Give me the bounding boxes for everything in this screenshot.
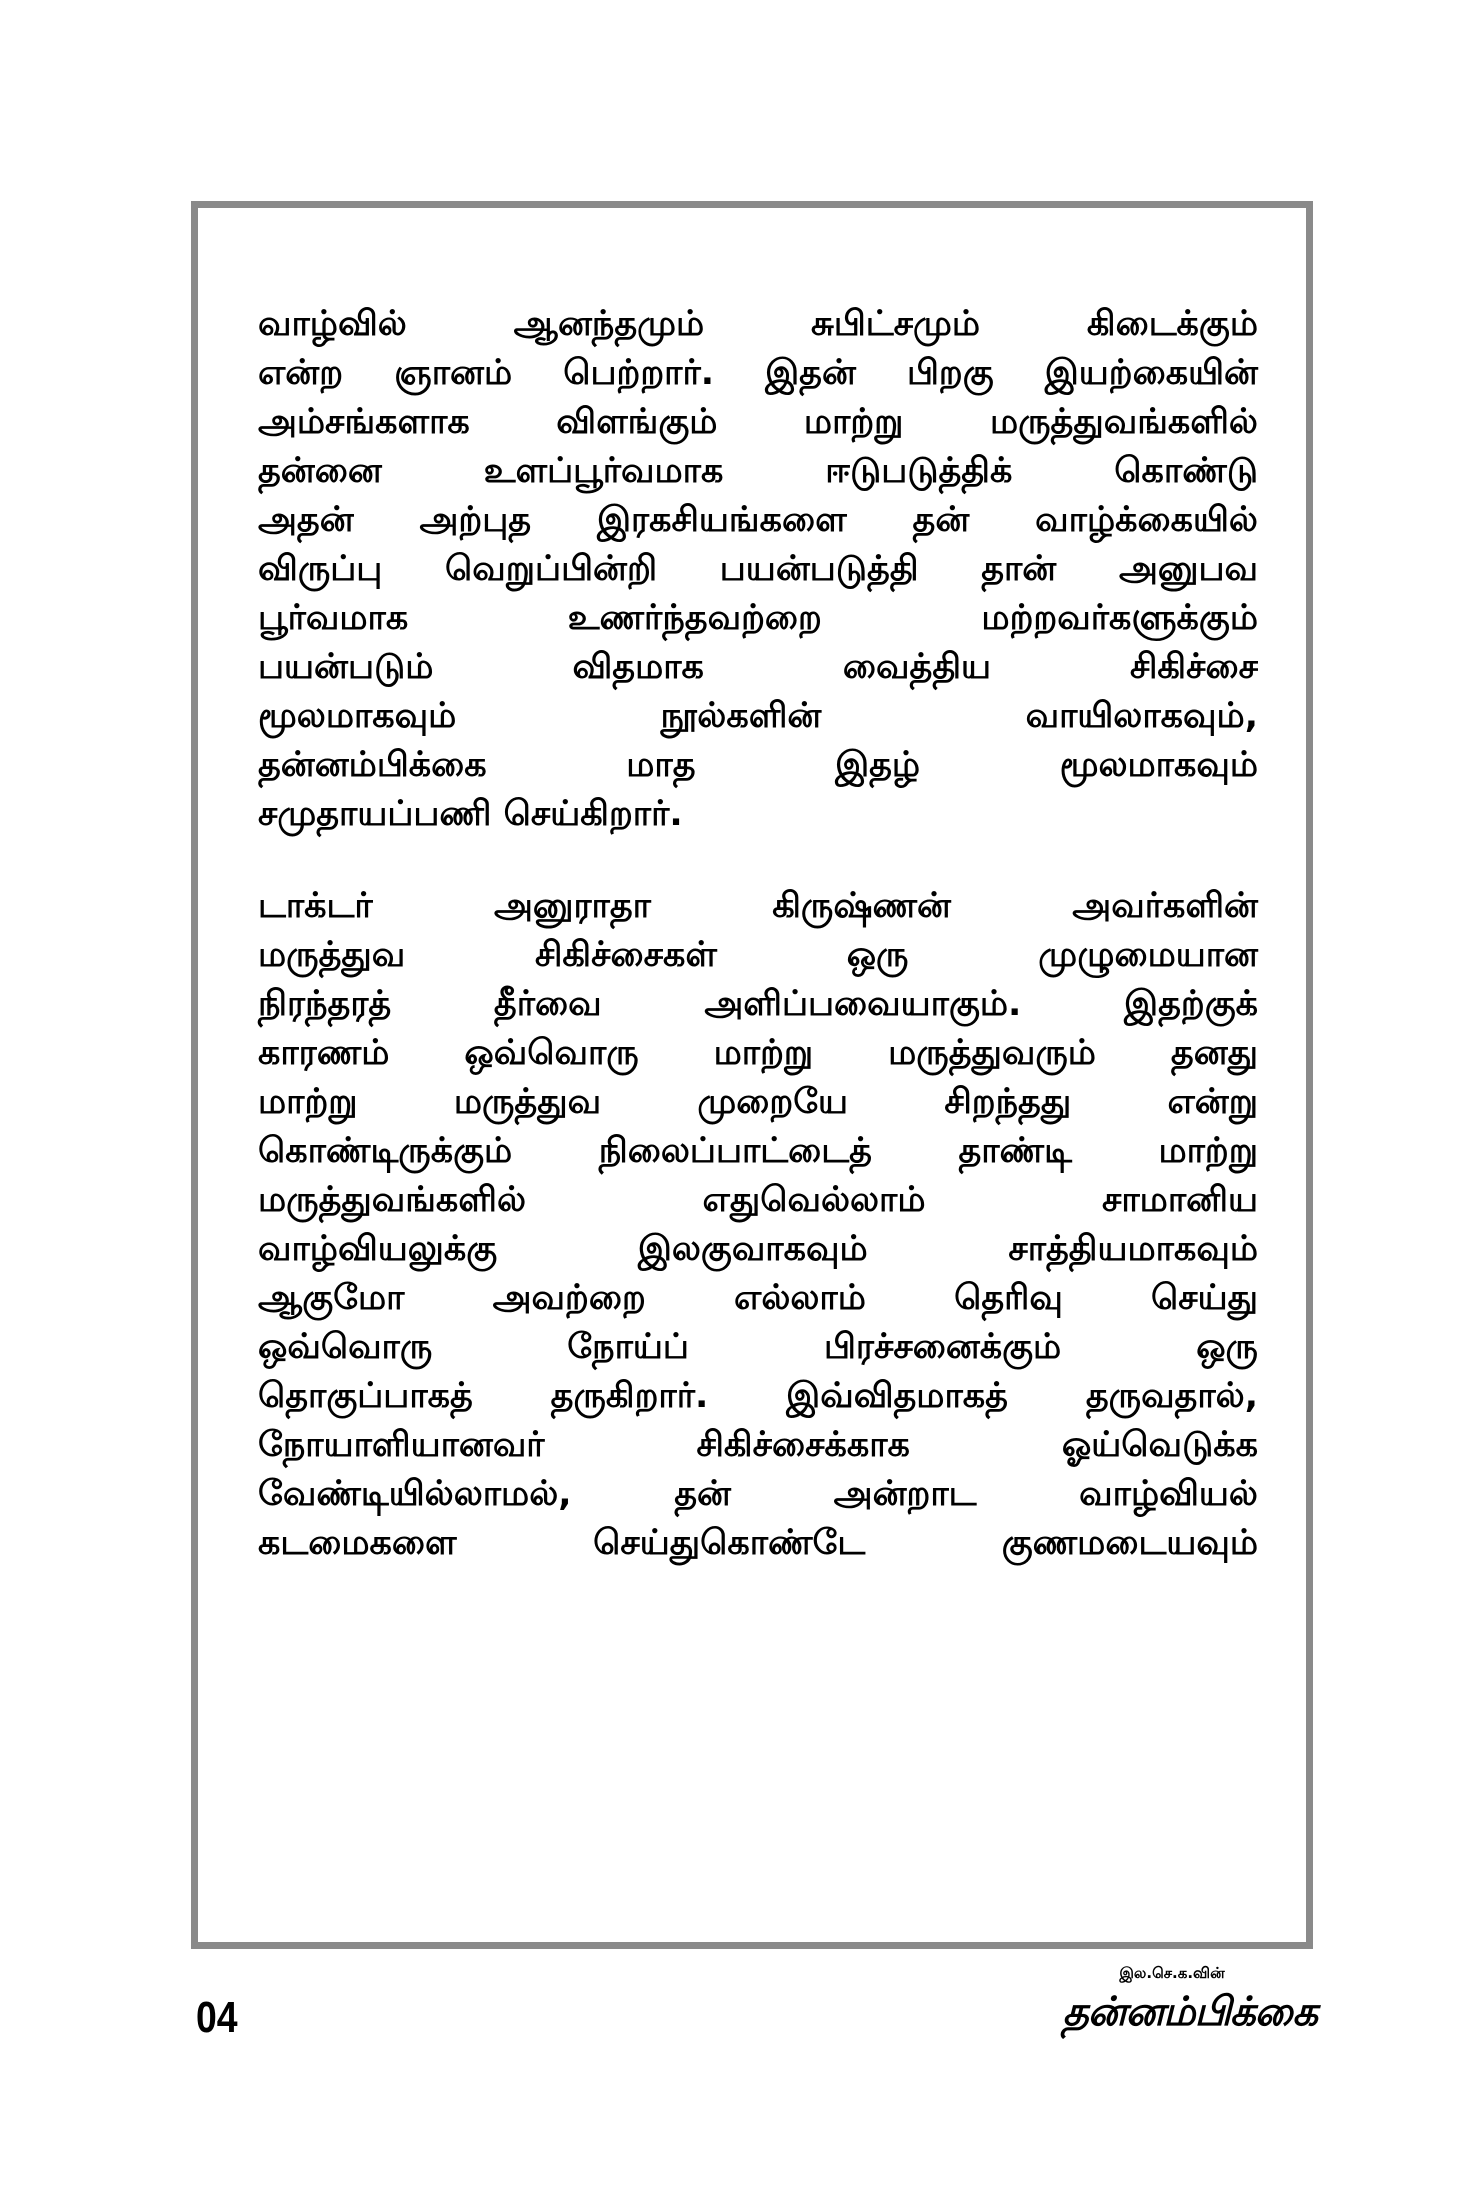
masthead-title: தன்னம்பிக்கை: [1062, 1989, 1317, 2035]
text-line: தன்னை உளப்பூர்வமாக ஈடுபடுத்திக் கொண்டு: [258, 451, 1258, 491]
text-line: மூலமாகவும் நூல்களின் வாயிலாகவும்,: [258, 696, 1258, 736]
article-body: [258, 300, 1258, 1568]
text-line: பூர்வமாக உணர்ந்தவற்றை மற்றவர்களுக்கும்: [258, 598, 1258, 638]
text-line: வாழ்வில் ஆனந்தமும் சுபிட்சமும் கிடைக்கும்: [258, 304, 1258, 344]
text-line: பயன்படும் விதமாக வைத்திய சிகிச்சை: [258, 647, 1258, 687]
magazine-masthead: [987, 1962, 1317, 2040]
text-line: கொண்டிருக்கும் நிலைப்பாட்டைத் தாண்டி மாற்று: [258, 1131, 1258, 1171]
paragraph-gap: [258, 839, 1258, 882]
masthead-byline: இல.செ.க.வின்: [1119, 1964, 1225, 1982]
text-line: நிரந்தரத் தீர்வை அளிப்பவையாகும். இதற்குக்: [258, 984, 1258, 1024]
text-line: தொகுப்பாகத் தருகிறார். இவ்விதமாகத் தருவதால்,: [258, 1376, 1258, 1416]
text-line: வேண்டியில்லாமல், தன் அன்றாட வாழ்வியல்: [258, 1474, 1258, 1514]
text-line: கடமைகளை செய்துகொண்டே குணமடையவும்: [258, 1523, 1258, 1563]
text-line: அம்சங்களாக விளங்கும் மாற்று மருத்துவங்களில்: [258, 402, 1258, 442]
text-line: நோயாளியானவர் சிகிச்சைக்காக ஓய்வெடுக்க: [258, 1425, 1258, 1465]
text-line: டாக்டர் அனுராதா கிருஷ்ணன் அவர்களின்: [258, 886, 1258, 926]
text-line: வாழ்வியலுக்கு இலகுவாகவும் சாத்தியமாகவும்: [258, 1229, 1258, 1269]
text-line: என்ற ஞானம் பெற்றார். இதன் பிறகு இயற்கையின்: [258, 353, 1258, 393]
text-line: ஆகுமோ அவற்றை எல்லாம் தெரிவு செய்து: [258, 1278, 1258, 1318]
text-line: மாற்று மருத்துவ முறையே சிறந்தது என்று: [258, 1082, 1258, 1122]
text-line: மருத்துவ சிகிச்சைகள் ஒரு முழுமையான: [258, 935, 1258, 975]
text-line: காரணம் ஒவ்வொரு மாற்று மருத்துவரும் தனது: [258, 1033, 1258, 1073]
paragraph-1: [258, 300, 1258, 839]
text-line: விருப்பு வெறுப்பின்றி பயன்படுத்தி தான் அனுபவ: [258, 549, 1258, 589]
paragraph-2: [258, 882, 1258, 1568]
text-line: சமுதாயப்பணி செய்கிறார்.: [258, 794, 683, 834]
text-line: ஒவ்வொரு நோய்ப் பிரச்சனைக்கும் ஒரு: [258, 1327, 1258, 1367]
text-line: மருத்துவங்களில் எதுவெல்லாம் சாமானிய: [258, 1180, 1258, 1220]
text-line: தன்னம்பிக்கை மாத இதழ் மூலமாகவும்: [258, 745, 1258, 785]
text-line: அதன் அற்புத இரகசியங்களை தன் வாழ்க்கையில்: [258, 500, 1258, 540]
page-number: 04: [196, 1993, 238, 2042]
